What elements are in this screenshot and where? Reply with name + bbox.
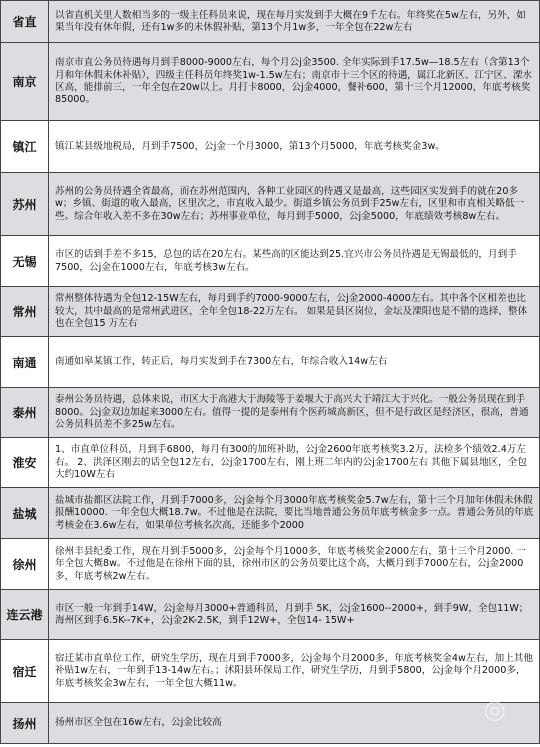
description-text: 常州整体待遇为全包12-15W左右，每月到手约7000-9000左右，公j金2000-4000左右。其中各个区相差也比较大，其中最高的是常州武进区，全年全包18-22万左右。 如果是县区岗位，金坛及溧阳也是不错的选择，整体也在全包15 万左右 — [55, 293, 528, 330]
description-text: 扬州市区全包在16w左右，公j金比较高 — [55, 717, 222, 729]
description-text: 徐州丰县纪委工作，现在月到手5000多，公j金每个月1000多，年底考核奖金2000左右，第十三个月2000. 一年全包大概8w。不过他是在徐州下面的县，徐州市区的公务员要比这个高，大概月到手7000左右，公j金2000多，年底考核2w左右。 — [55, 545, 526, 582]
city-cell: 淮安 — [1, 438, 49, 487]
table-row — [1, 590, 539, 640]
description-text: 市区一般一年到手14W，公j金每月3000+普通科员，月到手 5K，公j金1600--2000+，到手9W，全包11W； 海州区到手6.5K--7K+，公j金2K-2.5K，到手12W+，全包14- 15W+ — [55, 602, 529, 626]
city-cell: 苏州 — [1, 173, 49, 235]
table-row — [1, 236, 539, 287]
description-cell — [49, 539, 539, 589]
watermark: ◎ — [483, 695, 510, 725]
description-cell — [49, 287, 539, 336]
description-cell — [49, 488, 539, 538]
city-cell: 徐州 — [1, 539, 49, 589]
table-row — [1, 1, 539, 43]
city-cell: 南通 — [1, 337, 49, 387]
description-text: 以省直机关里人数相当多的一级主任科员来说，现在每月实发到手大概在9千左右。年终奖在5w左右，另外，如果当年没有休年假，还有1w多的未休假补贴，第13个月1w多，一年全包在22w左右 — [55, 9, 526, 33]
description-cell — [49, 388, 539, 437]
description-cell — [49, 703, 539, 743]
table-row — [1, 121, 539, 173]
description-text: 苏州的公务员待遇全省最高，而在苏州范围内，各种工业园区的待遇又是最高，这些园区实发到手的就在20多w；乡镇、街道的收入最高，区里次之，市直收入最少。街道乡镇公务员到手25w左右，区里和市直相关略低一些。综合年收入差不多在30w左右；苏州事业单位，每月到手5000，公j金5000，年底绩效考核8w左右。 — [55, 185, 525, 222]
city-cell: 泰州 — [1, 388, 49, 437]
table-row — [1, 287, 539, 337]
description-cell — [49, 43, 539, 120]
table-row — [1, 703, 539, 744]
description-text: 市区的话到手差不多15，总包的话在20左右。某些高的区能达到25.宜兴市公务员待遇是无锡最低的，月到手7500，公j金在1000左右，年底考核3w左右。 — [55, 249, 517, 273]
table-row — [1, 640, 539, 703]
city-cell: 常州 — [1, 287, 49, 336]
table-row — [1, 488, 539, 539]
table-row — [1, 438, 539, 488]
city-cell: 盐城 — [1, 488, 49, 538]
description-cell — [49, 337, 539, 387]
description-cell — [49, 590, 539, 639]
description-text: 盐城市盐都区法院工作，月到手7000多，公j金每个月3000年底考核奖金5.7w左右，第十三个月加年休假未休假报酬10000. 一年全包大概18.7w。不过他是在法院，要比当地普通公务员年底考核金多一点。普通公务员的年底考核金在3.6w左右，如果单位考核名次高，还能多个2000 — [55, 494, 534, 531]
description-text: 泰州公务员待遇，总体来说，市区大于高港大于海陵等于姜堰大于高兴大于靖江大于兴化。一般公务员现在到手8000。公j金双边加起来3000左右。值得一提的是泰州有个医药城高新区，但不是行政区是经济区，很高，普通公务员科员差不多25w左右。 — [55, 394, 529, 431]
table-row — [1, 388, 539, 438]
table-row — [1, 539, 539, 590]
description-cell — [49, 236, 539, 286]
description-cell — [49, 173, 539, 235]
description-text: 1、市直单位科员，月到手6800，每月有300的加班补助，公j金2600年底考核奖3.2万，法检多个绩效2.4万左右。 2、洪泽区刚去的话全包12左右，公j金1700左右，刚上班二年内的公j金1700左右 其他下属县地区，全包大约10W左右 — [55, 444, 527, 481]
description-text: 南京市直公务员待遇每月到手8000-9000左右，每个月公j金3500. 全年实际到手17.5w—18.5左右（含第13个月和年休假未休补贴），四级主任科员年终奖1w-1.5w左右；南京市十三个区的待遇，属江北新区、江宁区、溧水区高，能排前三，一年全包在20w以上。月打卡8000，公j金4000，餐补600，第十三个月12000，年底考核奖85000。 — [55, 57, 533, 106]
description-cell — [49, 640, 539, 702]
table-row — [1, 173, 539, 236]
table-row — [1, 337, 539, 388]
city-cell: 无锡 — [1, 236, 49, 286]
city-cell: 连云港 — [1, 590, 49, 639]
city-cell: 省直 — [1, 1, 49, 42]
description-text: 宿迁某市直单位工作，研究生学历，现在月到手7000多，公j金每个月2000多，年底考核奖金4w左右，加上其他补贴1w左右，一年到手13-14w左右。；沭阳县环保局工作，研究生学历，月到手5800，公j金每个月2000多，年底考核奖金3w左右，一年全包大概11w。 — [55, 652, 533, 689]
description-text: 南通如皋某镇工作，转正后，每月实发到手在7300左右，年综合收入14w左右 — [55, 356, 388, 368]
description-cell — [49, 121, 539, 172]
description-text: 镇江某县级地税局，月到手7500，公j金一个月3000，第13个月5000，年底考核奖金3w。 — [55, 140, 445, 152]
city-cell: 扬州 — [1, 703, 49, 743]
city-cell: 南京 — [1, 43, 49, 120]
description-cell — [49, 438, 539, 487]
city-cell: 宿迁 — [1, 640, 49, 702]
table-row — [1, 43, 539, 121]
description-cell — [49, 1, 539, 42]
city-cell: 镇江 — [1, 121, 49, 172]
